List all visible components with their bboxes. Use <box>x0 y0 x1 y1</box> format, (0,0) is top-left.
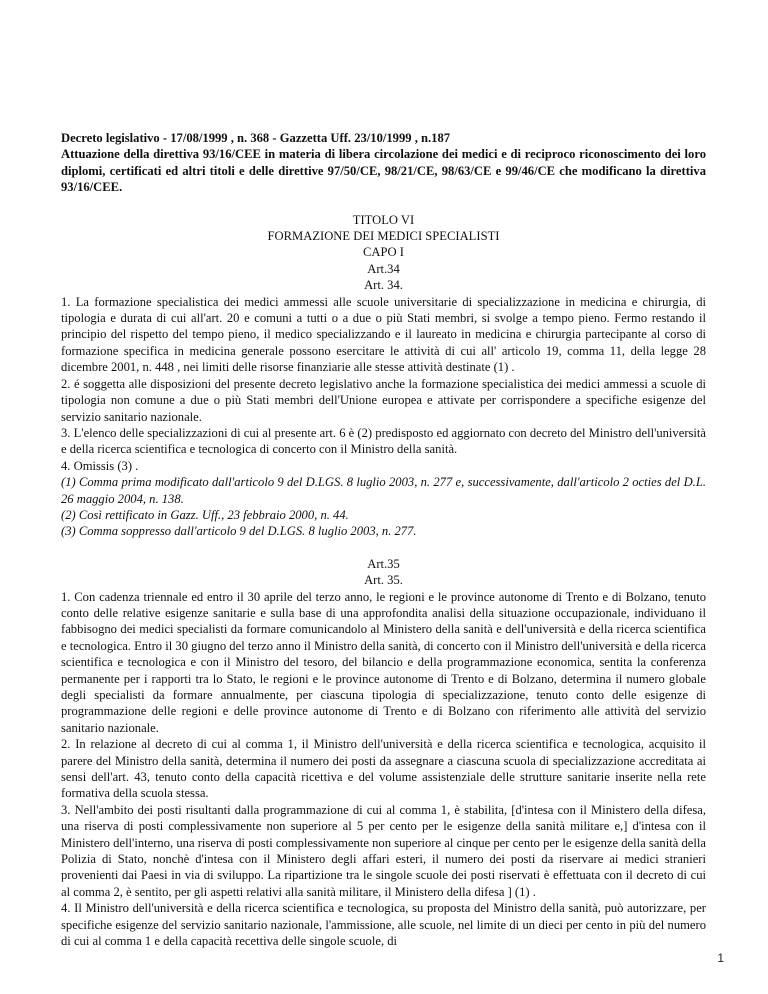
art34-paragraph-1: 1. La formazione specialistica dei medici ammessi alle scuole universitarie di specializzazione in medicina e chirurgia, di tipologia e durata di cui all'art. 20 e comuni a tutti o a due o più Stati membri, si svolge a tempo pieno. Fermo restando il principio del rispetto del tempo pieno, il medico specializzando e il laureato in medicina e chirurgia partecipante al corso di formazione specifica in medicina generale possono esercitare le attività di cui all' articolo 19, comma 11, della legge 28 dicembre 2001, n. 448 , nei limiti delle risorse finanziarie alle stesse attività destinate (1) . <box>61 294 706 375</box>
document-body <box>61 130 706 950</box>
document-header <box>61 130 706 196</box>
article-34-label: Art.34 <box>367 261 400 276</box>
art35-paragraph-4: 4. Il Ministro dell'università e della ricerca scientifica e tecnologica, su proposta del Ministro della sanità, può autorizzare, per specifiche esigenze del servizio sanitario nazionale, l'ammissione, alle scuole, nel limite di un dieci per cento in più del numero di cui al comma 1 e della capacità recettiva delle singole scuole, di <box>61 901 706 949</box>
art34-paragraph-4: 4. Omissis (3) . <box>61 458 139 473</box>
art35-paragraph-3: 3. Nell'ambito dei posti risultanti dalla programmazione di cui al comma 1, è stabilita, [d'intesa con il Ministero della difesa, una riserva di posti complessivamente non superiore al 5 per cento per le esigenze della sanità militare e,] d'intesa con il Ministero dell'interno, una riserva di posti complessivamente non superiore al cinque per cento per le esigenze della sanità della Polizia di Stato, nonchè d'intesa con il Ministero degli affari esteri, il numero dei posti da riservare ai medici stranieri provenienti dai Paesi in via di sviluppo. La ripartizione tra le singole scuole dei posti riservati è effettuata con il decreto di cui al comma 2, è sentito, per gli aspetti relativi alla sanità militare, il Ministero della difesa ] (1) . <box>61 802 706 899</box>
decree-title: Attuazione della direttiva 93/16/CEE in materia di libera circolazione dei medici e di reciproco riconoscimento dei loro diplomi, certificati ed altri titoli e delle direttive 97/50/CE, 98/21/CE, 98/63/CE e 99/46/CE che modificano la direttiva 93/16/CEE. <box>61 147 706 195</box>
decree-reference: Decreto legislativo - 17/08/1999 , n. 368 - Gazzetta Uff. 23/10/1999 , n.187 <box>61 131 451 145</box>
titolo-heading: TITOLO VI <box>352 212 415 227</box>
art34-paragraph-3: 3. L'elenco delle specializzazioni di cui al presente art. 6 è (2) predisposto ed aggiornato con decreto del Ministro dell'università e della ricerca scientifica e tecnologica di concerto con il Ministro della sanità. <box>61 425 706 457</box>
art35-paragraph-2: 2. In relazione al decreto di cui al comma 1, il Ministro dell'università e della ricerca scientifica e tecnologica, acquisito il parere del Ministro della sanità, determina il numero dei posti da assegnare a ciascuna scuola di specializzazione accreditata ai sensi dell'art. 43, tenuto conto della capacità ricettiva e del volume assistenziale delle strutture sanitarie inserite nella rete formativa della scuola stessa. <box>61 737 706 801</box>
section-heading: FORMAZIONE DEI MEDICI SPECIALISTI <box>267 229 500 244</box>
art34-footnote-3: (3) Comma soppresso dall'articolo 9 del D.LGS. 8 luglio 2003, n. 277. <box>61 524 417 539</box>
art35-paragraph-1: 1. Con cadenza triennale ed entro il 30 aprile del terzo anno, le regioni e le province autonome di Trento e di Bolzano, tenuto conto delle relative esigenze sanitarie e sulla base di una approfondita analisi della situazione occupazionale, individuano il fabbisogno dei medici specialisti da formare comunicandolo al Ministero della sanità e dell'università e della ricerca scientifica e tecnologica. Entro il 30 giugno del terzo anno il Ministro della sanità, di concerto con il Ministro dell'università e della ricerca scientifica e tecnologica e con il Ministro del tesoro, del bilancio e della programmazione economica, sentita la conferenza permanente per i rapporti tra lo Stato, le regioni e le province autonome di Trento e di Bolzano, determina il numero globale degli specialisti da formare annualmente, per ciascuna tipologia di specializzazione, tenuto conto delle esigenze di programmazione delle regioni e delle province autonome di Trento e di Bolzano con riferimento alle attività del servizio sanitario nazionale. <box>61 589 706 735</box>
art34-footnote-2: (2) Così rettificato in Gazz. Uff., 23 febbraio 2000, n. 44. <box>61 507 349 522</box>
art34-paragraph-2: 2. é soggetta alle disposizioni del presente decreto legislativo anche la formazione specialistica dei medici ammessi a scuole di tipologia non comune a due o più Stati membri dell'Unione europea e attivate per corrispondere a specifiche esigenze del servizio sanitario nazionale. <box>61 376 706 424</box>
article-35-label: Art.35 <box>367 556 400 571</box>
article-35-title: Art. 35. <box>364 573 403 588</box>
capo-heading: CAPO I <box>363 245 404 260</box>
section-spacer <box>61 540 706 556</box>
page-number: 1 <box>717 951 724 965</box>
article-34-title: Art. 34. <box>364 278 403 293</box>
art34-footnote-1: (1) Comma prima modificato dall'articolo 9 del D.LGS. 8 luglio 2003, n. 277 e, successivamente, dall'articolo 2 octies del D.L. 26 maggio 2004, n. 138. <box>61 475 706 506</box>
